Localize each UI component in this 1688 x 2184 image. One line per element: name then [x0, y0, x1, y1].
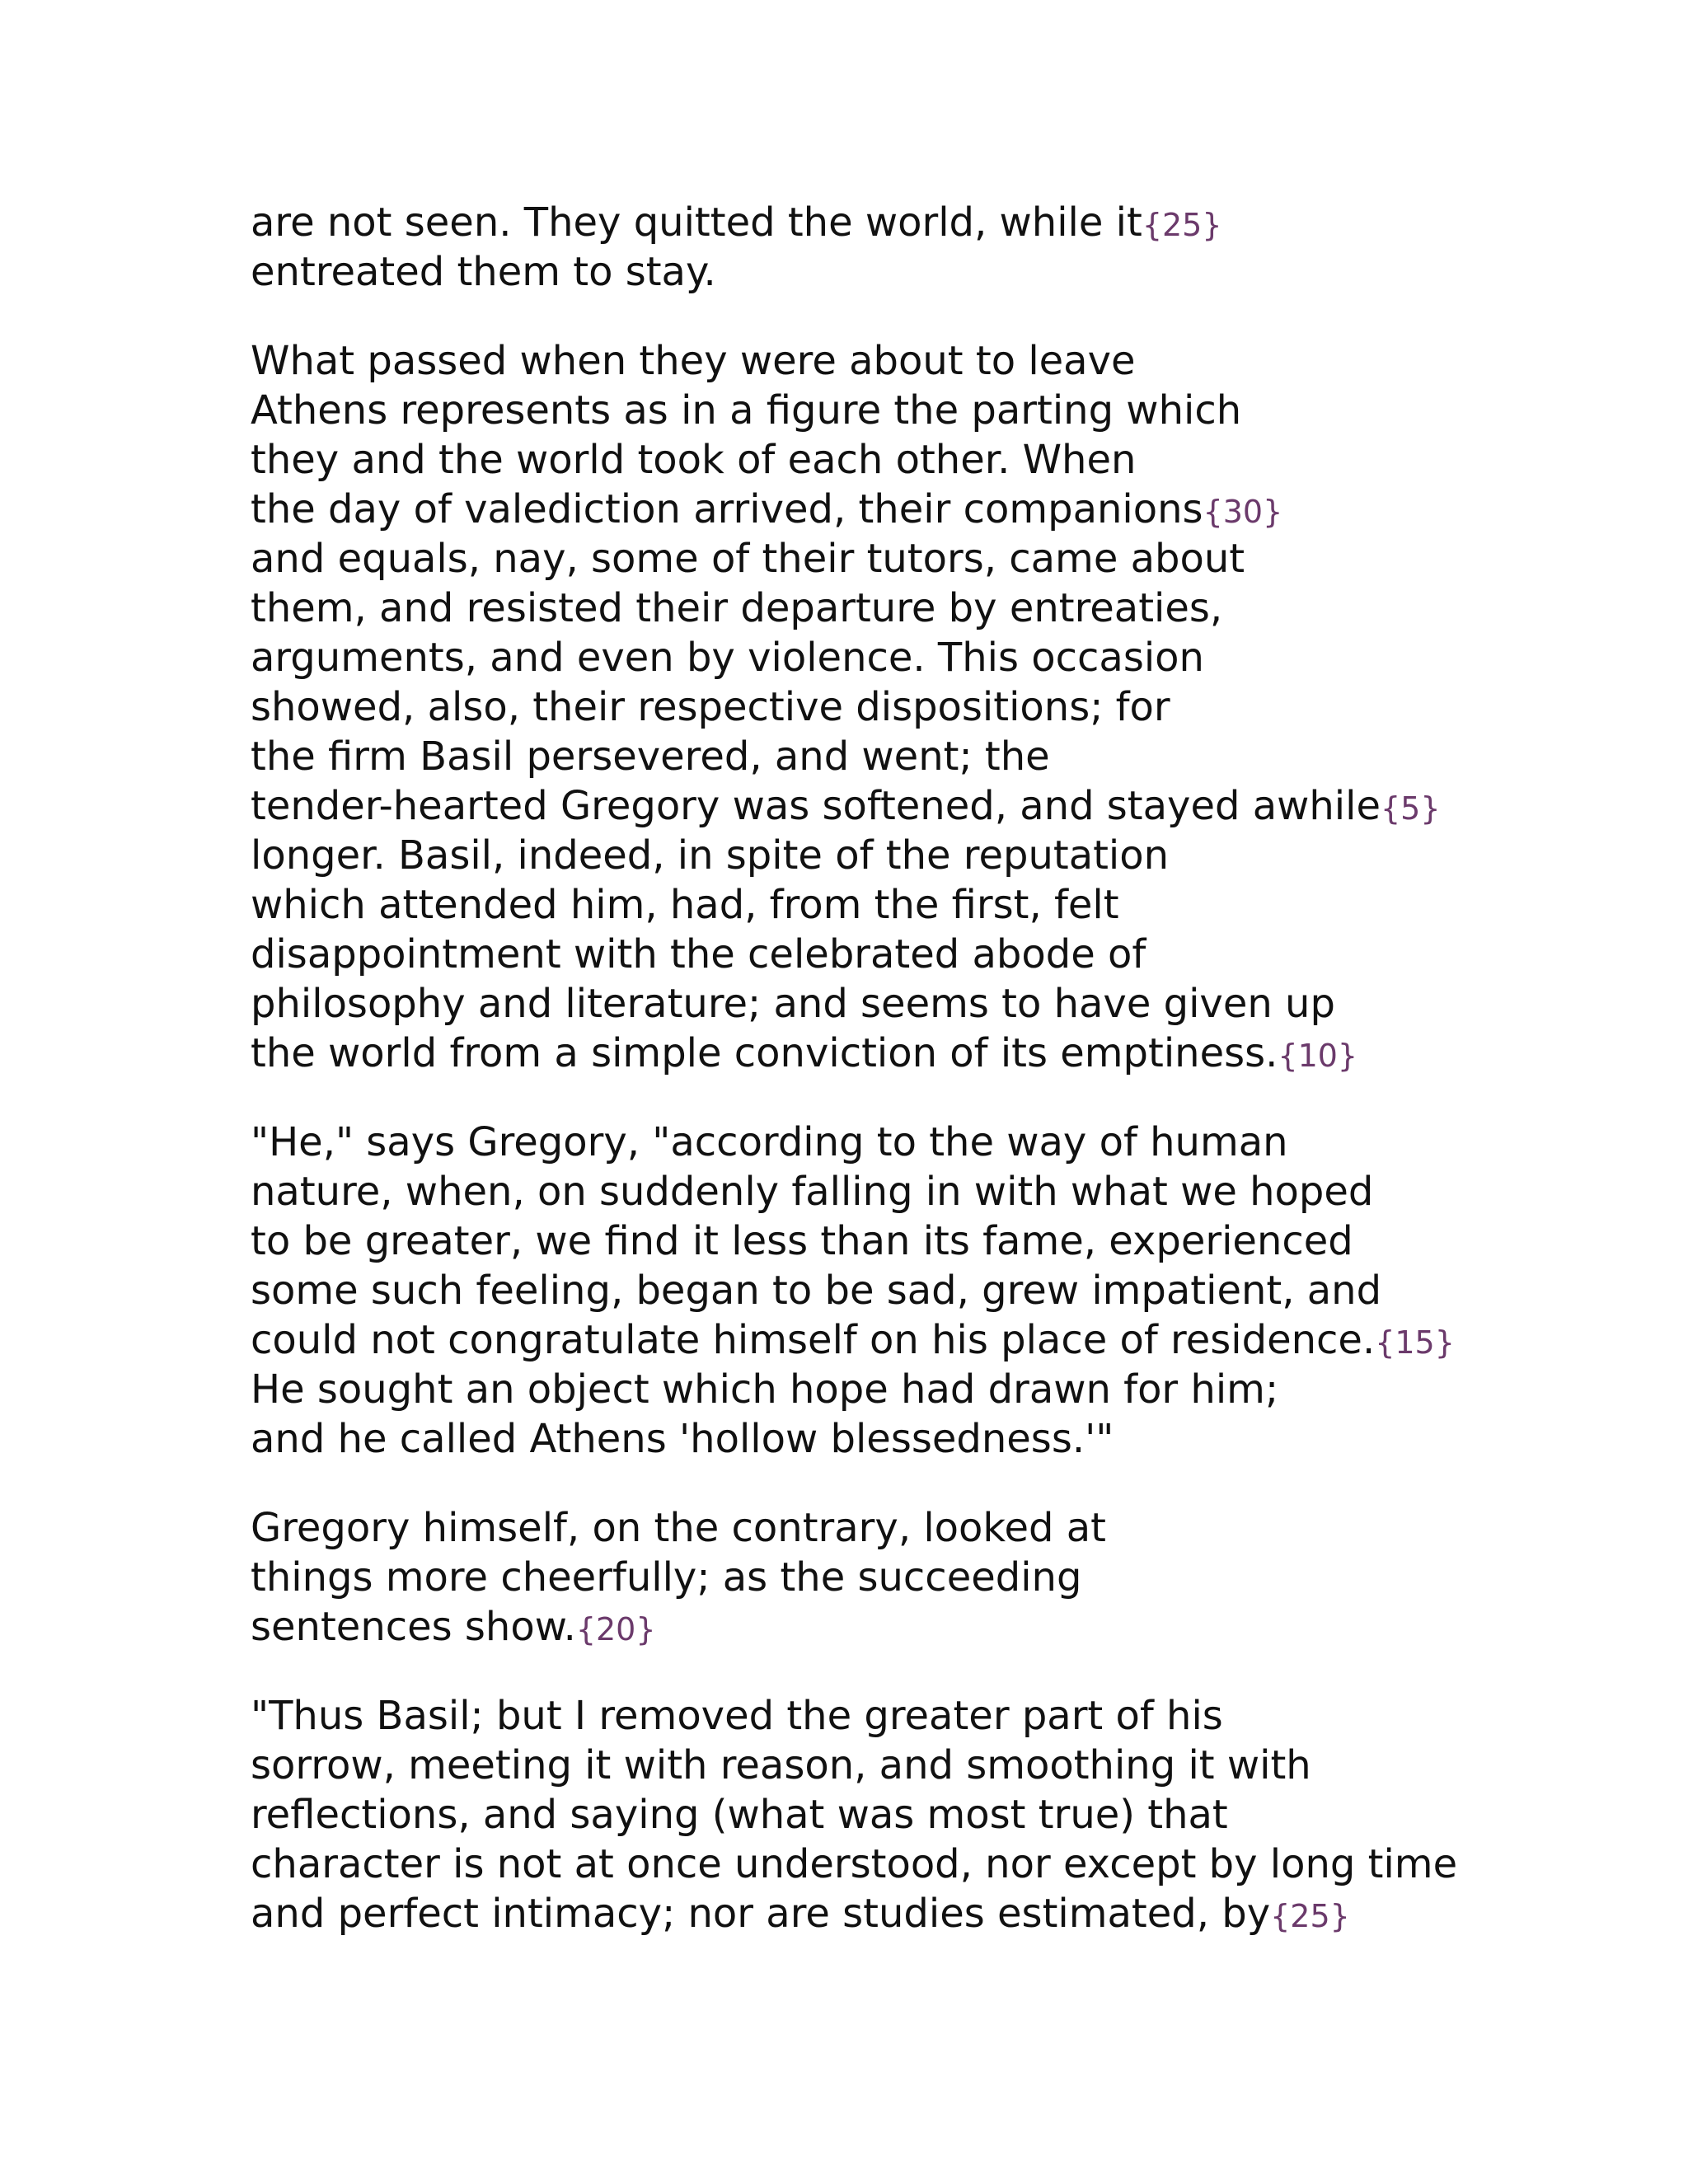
paragraph-4	[251, 1503, 1652, 1652]
line-text: "Thus Basil; but I removed the greater part of his	[251, 1693, 1223, 1739]
paragraph-3	[251, 1118, 1652, 1464]
line-text: sentences show.	[251, 1604, 576, 1650]
text-line	[251, 682, 1652, 732]
line-number: {5}	[1381, 790, 1441, 827]
line-text: and he called Athens 'hollow blessedness.'"	[251, 1416, 1114, 1462]
text-line	[251, 435, 1652, 485]
line-text: them, and resisted their departure by entreaties,	[251, 585, 1223, 631]
line-number: {20}	[575, 1611, 656, 1647]
line-text: Gregory himself, on the contrary, looked at	[251, 1505, 1106, 1551]
line-text: showed, also, their respective dispositions; for	[251, 684, 1170, 730]
text-line	[251, 1167, 1652, 1216]
line-text: Athens represents as in a figure the parting which	[251, 387, 1242, 434]
line-text: entreated them to stay.	[251, 249, 716, 295]
line-text: and equals, nay, some of their tutors, came about	[251, 536, 1245, 582]
line-text: "He," says Gregory, "according to the way of human	[251, 1119, 1288, 1165]
text-line	[251, 1840, 1652, 1889]
line-number: {15}	[1375, 1324, 1455, 1361]
line-text: they and the world took of each other. When	[251, 437, 1137, 483]
text-line	[251, 781, 1652, 831]
text-line	[251, 930, 1652, 979]
line-text: the world from a simple conviction of its emptiness.	[251, 1030, 1278, 1076]
line-text: which attended him, had, from the first, felt	[251, 882, 1119, 928]
line-text: and perfect intimacy; nor are studies estimated, by	[251, 1891, 1271, 1937]
text-line	[251, 880, 1652, 930]
text-line	[251, 831, 1652, 880]
text-line	[251, 1315, 1652, 1365]
text-line	[251, 1602, 1652, 1652]
text-line	[251, 198, 1652, 247]
text-line	[251, 1216, 1652, 1266]
line-text: the firm Basil persevered, and went; the	[251, 733, 1050, 780]
line-text: the day of valediction arrived, their companions	[251, 486, 1203, 532]
text-line	[251, 485, 1652, 534]
line-text: to be greater, we find it less than its fame, experienced	[251, 1218, 1353, 1264]
text-line	[251, 633, 1652, 682]
paragraph-2	[251, 336, 1652, 1078]
text-line	[251, 1029, 1652, 1078]
line-text: character is not at once understood, nor except by long time	[251, 1841, 1458, 1887]
line-text: tender-hearted Gregory was softened, and stayed awhile	[251, 783, 1381, 829]
line-number: {30}	[1203, 494, 1283, 530]
text-line	[251, 1553, 1652, 1602]
line-text: disappointment with the celebrated abode of	[251, 931, 1146, 977]
line-text: things more cheerfully; as the succeeding	[251, 1554, 1082, 1601]
text-line	[251, 979, 1652, 1029]
line-text: longer. Basil, indeed, in spite of the reputation	[251, 832, 1170, 879]
line-text: reflections, and saying (what was most true) that	[251, 1792, 1228, 1838]
line-text: sorrow, meeting it with reason, and smoothing it with	[251, 1742, 1311, 1788]
line-text: arguments, and even by violence. This occasion	[251, 635, 1204, 681]
line-number: {25}	[1142, 207, 1222, 243]
text-line	[251, 1741, 1652, 1790]
text-line	[251, 386, 1652, 435]
line-text: He sought an object which hope had drawn for him;	[251, 1366, 1279, 1413]
text-line	[251, 247, 1652, 297]
text-line	[251, 1266, 1652, 1315]
text-line	[251, 1790, 1652, 1840]
text-line	[251, 1414, 1652, 1464]
line-text: are not seen. They quitted the world, while it	[251, 199, 1142, 246]
line-text: could not congratulate himself on his place of residence.	[251, 1317, 1376, 1363]
text-line	[251, 1503, 1652, 1553]
line-text: some such feeling, began to be sad, grew impatient, and	[251, 1268, 1382, 1314]
text-line	[251, 1118, 1652, 1167]
line-text: nature, when, on suddenly falling in with what we hoped	[251, 1169, 1374, 1215]
line-number: {10}	[1278, 1038, 1358, 1074]
text-line	[251, 583, 1652, 633]
text-line	[251, 1889, 1652, 1938]
paragraph-1	[251, 198, 1652, 297]
line-number: {25}	[1270, 1898, 1350, 1934]
text-line	[251, 1365, 1652, 1414]
line-text: philosophy and literature; and seems to have given up	[251, 981, 1335, 1027]
document-page	[251, 198, 1652, 1978]
line-text: What passed when they were about to leave	[251, 338, 1136, 384]
text-line	[251, 1691, 1652, 1741]
text-line	[251, 534, 1652, 583]
paragraph-5	[251, 1691, 1652, 1938]
text-line	[251, 336, 1652, 386]
text-line	[251, 732, 1652, 781]
